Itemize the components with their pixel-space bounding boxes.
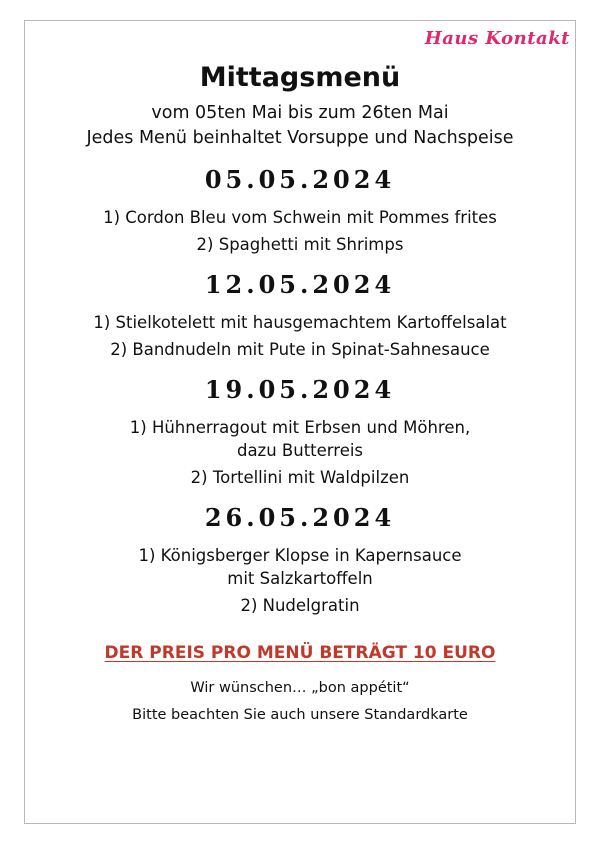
wish-text: Wir wünschen… „bon appétit“ (190, 680, 410, 696)
dish-line: 1) Cordon Bleu vom Schwein mit Pommes frites (103, 208, 497, 227)
menu-content (24, 56, 576, 723)
dish-line: 2) Spaghetti mit Shrimps (196, 235, 404, 254)
week-date: 12.05.2024 (204, 270, 396, 299)
week-date: 19.05.2024 (204, 375, 396, 404)
dish-line: 1) Königsberger Klopse in Kapernsauce (138, 546, 462, 565)
week-1 (24, 165, 576, 256)
dish-1 (24, 416, 576, 462)
dish-line: 2) Tortellini mit Waldpilzen (190, 468, 410, 487)
dish-line: dazu Butterreis (236, 441, 364, 460)
dish-line: 1) Hühnerragout mit Erbsen und Möhren, (129, 418, 471, 437)
dish-line: 1) Stielkotelett mit hausgemachtem Kartoffelsalat (93, 313, 507, 332)
subtitle-period: vom 05ten Mai bis zum 26ten Mai (151, 103, 449, 123)
dish-line: mit Salzkartoffeln (227, 569, 373, 588)
dish-line: 2) Bandnudeln mit Pute in Spinat-Sahnesauce (110, 340, 490, 359)
subtitle-included: Jedes Menü beinhaltet Vorsuppe und Nachspeise (86, 128, 514, 148)
week-2 (24, 270, 576, 361)
brand-logo: Haus Kontakt (424, 28, 570, 49)
price-note: DER PREIS PRO MENÜ BETRÄGT 10 EURO (104, 643, 496, 663)
dish-2 (24, 233, 576, 256)
standard-menu-note: Bitte beachten Sie auch unsere Standardkarte (132, 707, 468, 723)
week-3 (24, 375, 576, 489)
week-date: 05.05.2024 (204, 165, 396, 194)
dish-line: 2) Nudelgratin (240, 596, 360, 615)
dish-2 (24, 338, 576, 361)
dish-1 (24, 544, 576, 590)
dish-1 (24, 311, 576, 334)
week-date: 26.05.2024 (204, 503, 396, 532)
week-4 (24, 503, 576, 617)
dish-2 (24, 594, 576, 617)
dish-1 (24, 206, 576, 229)
dish-2 (24, 466, 576, 489)
page-title: Mittagsmenü (199, 62, 401, 93)
